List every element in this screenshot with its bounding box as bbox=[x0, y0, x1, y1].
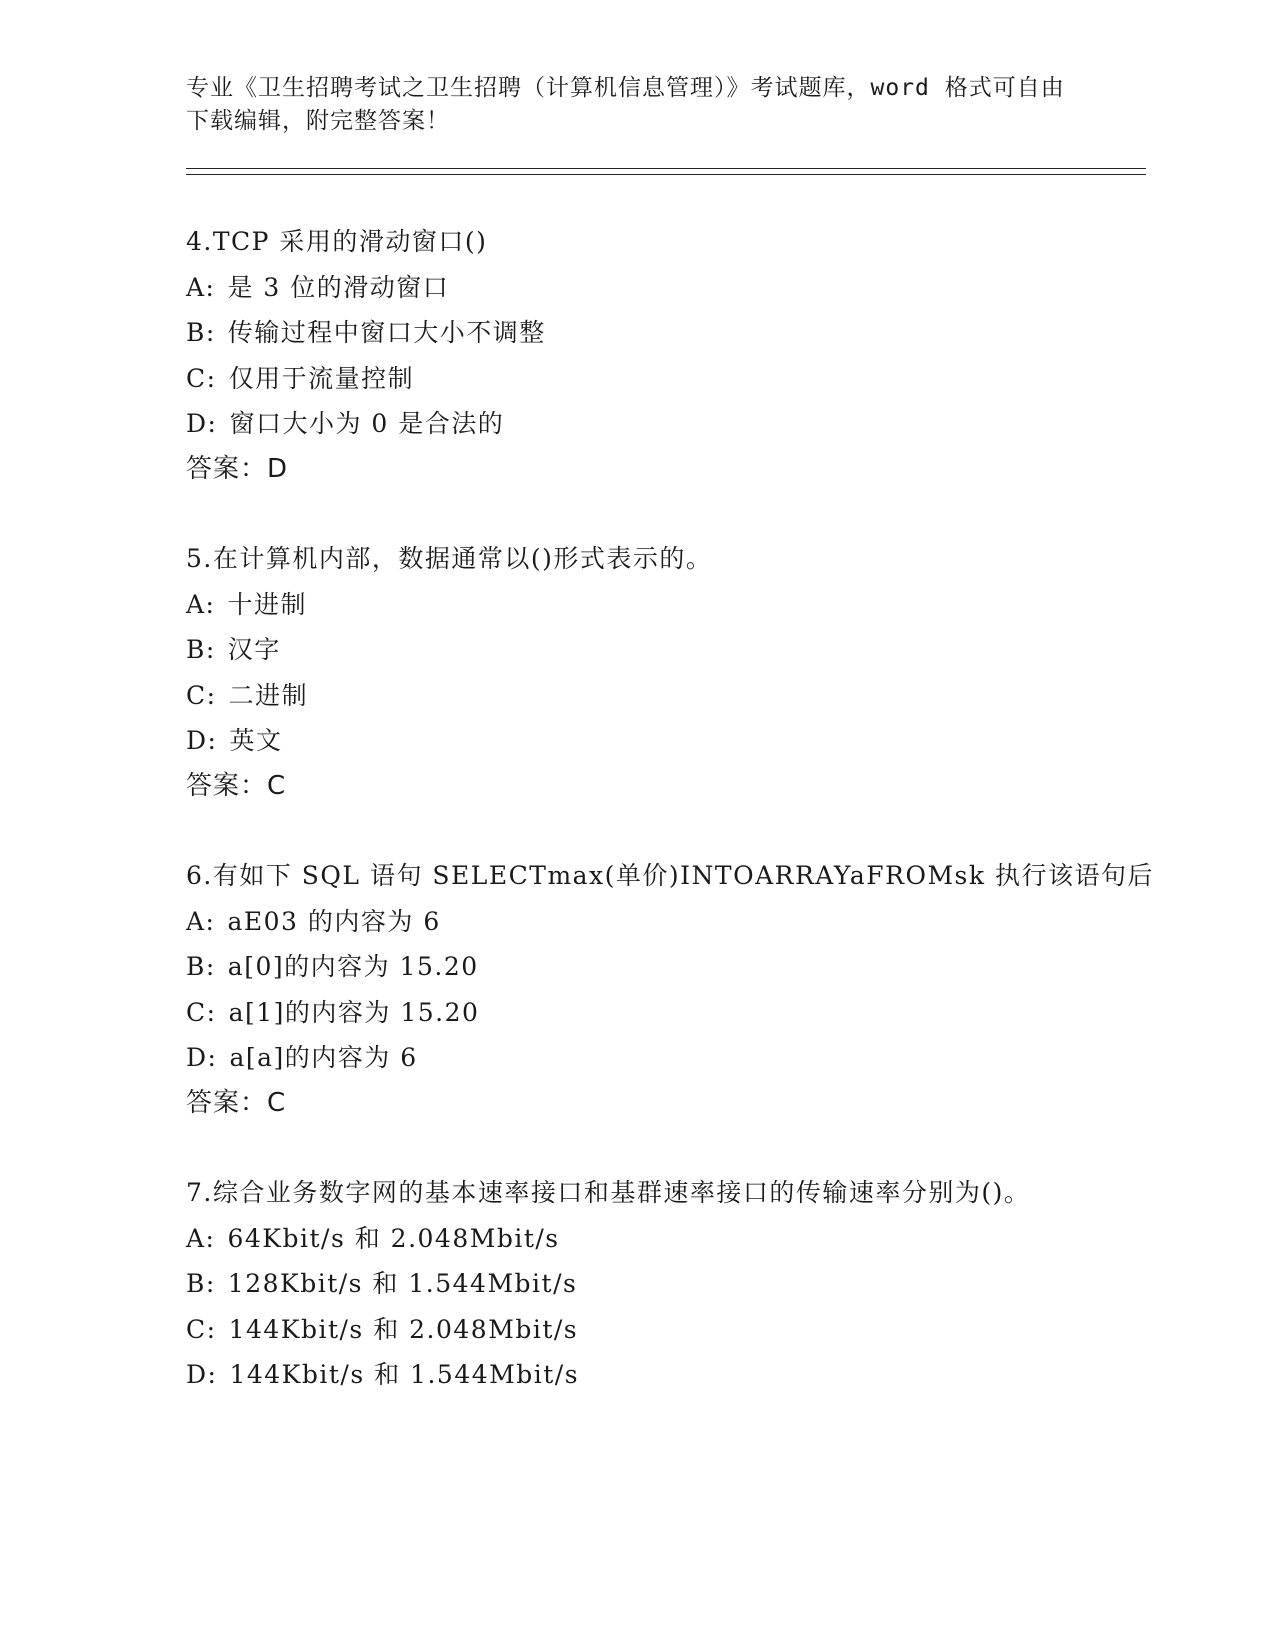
option-key: C: bbox=[186, 680, 217, 710]
option-c bbox=[186, 1307, 1146, 1353]
option-text: aE03 的内容为 6 bbox=[227, 906, 441, 936]
question-stem: 5.在计算机内部，数据通常以()形式表示的。 bbox=[186, 544, 713, 573]
option-d bbox=[186, 1035, 1146, 1081]
option-key: C: bbox=[186, 997, 217, 1027]
option-key: D: bbox=[186, 1360, 218, 1389]
option-key: A: bbox=[186, 272, 216, 302]
option-key: D: bbox=[186, 726, 218, 755]
option-a bbox=[186, 899, 1146, 945]
option-b bbox=[186, 944, 1146, 990]
answer-line: 答案：D bbox=[186, 453, 289, 484]
option-c bbox=[186, 990, 1146, 1036]
question-4 bbox=[186, 219, 1146, 492]
option-a bbox=[186, 1216, 1146, 1262]
option-key: B: bbox=[186, 1269, 216, 1298]
option-key: C: bbox=[186, 363, 217, 393]
option-key: C: bbox=[186, 1314, 217, 1344]
option-a bbox=[186, 265, 1146, 311]
option-key: B: bbox=[186, 318, 216, 347]
option-text: a[a]的内容为 6 bbox=[229, 1043, 418, 1072]
option-key: B: bbox=[186, 952, 216, 981]
option-text: 传输过程中窗口大小不调整 bbox=[227, 318, 546, 347]
document-intro: 专业《卫生招聘考试之卫生招聘（计算机信息管理）》考试题库，word 格式可自由下载编辑，附完整答案！ bbox=[186, 75, 1065, 134]
option-a bbox=[186, 582, 1146, 628]
option-c bbox=[186, 673, 1146, 719]
option-b bbox=[186, 627, 1146, 673]
option-c bbox=[186, 356, 1146, 402]
option-text: 是 3 位的滑动窗口 bbox=[227, 272, 450, 302]
option-d bbox=[186, 1352, 1146, 1398]
option-key: A: bbox=[186, 1223, 216, 1253]
option-d bbox=[186, 401, 1146, 447]
option-key: B: bbox=[186, 635, 216, 664]
option-text: a[1]的内容为 15.20 bbox=[228, 997, 480, 1027]
option-d bbox=[186, 718, 1146, 764]
document-page bbox=[186, 72, 1154, 1398]
option-text: 64Kbit/s 和 2.048Mbit/s bbox=[227, 1223, 560, 1253]
option-key: A: bbox=[186, 589, 216, 619]
question-stem: 6.有如下 SQL 语句 SELECTmax(单价)INTOARRAYaFROMsk 执行该语句后 bbox=[186, 861, 1154, 890]
option-text: a[0]的内容为 15.20 bbox=[227, 952, 479, 981]
option-text: 仅用于流量控制 bbox=[228, 363, 415, 393]
option-key: D: bbox=[186, 1043, 218, 1072]
question-7 bbox=[186, 1170, 1146, 1398]
question-6 bbox=[186, 853, 1154, 1126]
question-stem: 4.TCP 采用的滑动窗口() bbox=[186, 227, 488, 256]
option-b bbox=[186, 1261, 1146, 1307]
option-text: 窗口大小为 0 是合法的 bbox=[229, 409, 505, 438]
option-text: 128Kbit/s 和 1.544Mbit/s bbox=[227, 1269, 578, 1298]
option-text: 二进制 bbox=[228, 680, 309, 710]
option-text: 汉字 bbox=[227, 635, 281, 664]
option-text: 144Kbit/s 和 1.544Mbit/s bbox=[229, 1360, 580, 1389]
option-text: 144Kbit/s 和 2.048Mbit/s bbox=[228, 1314, 579, 1344]
question-stem: 7.综合业务数字网的基本速率接口和基群速率接口的传输速率分别为()。 bbox=[186, 1178, 1031, 1207]
option-text: 十进制 bbox=[227, 589, 307, 619]
answer-line: 答案：C bbox=[186, 1087, 287, 1118]
question-5 bbox=[186, 536, 1146, 809]
option-key: D: bbox=[186, 409, 218, 438]
double-divider bbox=[186, 168, 1146, 175]
answer-line: 答案：C bbox=[186, 770, 287, 801]
option-text: 英文 bbox=[229, 726, 283, 755]
option-b bbox=[186, 310, 1146, 356]
option-key: A: bbox=[186, 906, 216, 936]
